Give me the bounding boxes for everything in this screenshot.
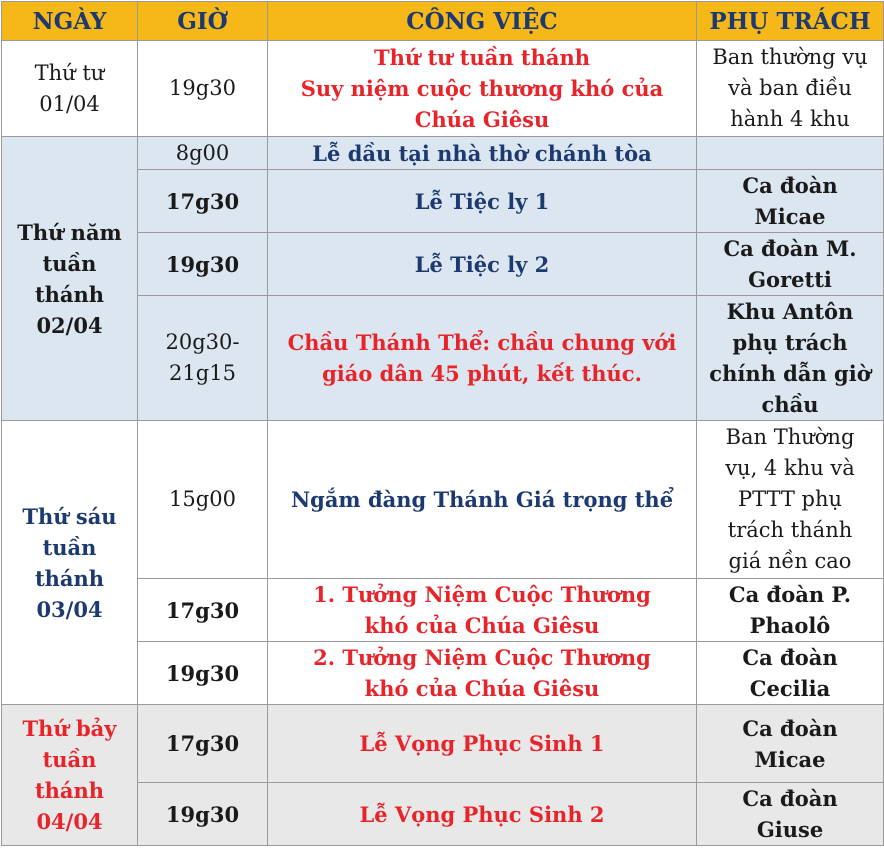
day-label: Thứ năm (17, 219, 122, 245)
time-cell: 17g30 (138, 579, 268, 642)
responsible-cell (697, 579, 884, 642)
day-label: thánh (34, 281, 105, 307)
responsible-cell (697, 296, 884, 421)
day-cell-saturday (2, 705, 138, 846)
work-line: Thứ tư tuần thánh (373, 45, 591, 70)
time-cell: 8g00 (138, 137, 268, 170)
work-line: Lễ Tiệc ly 2 (414, 251, 550, 277)
day-date: 02/04 (36, 312, 103, 338)
resp-line: Giuse (756, 817, 824, 842)
day-cell-friday (2, 421, 138, 705)
responsible-cell (697, 170, 884, 233)
day-label: Thứ bảy (22, 716, 117, 741)
table-row (2, 421, 884, 579)
table-row (2, 137, 884, 170)
resp-line: Ca đoàn (742, 173, 838, 198)
resp-line: Ca đoàn P. (728, 582, 852, 607)
resp-line: Ca đoàn (742, 715, 838, 741)
table-row (2, 41, 884, 137)
header-work: CÔNG VIỆC (268, 2, 697, 41)
resp-line: chầu (761, 392, 819, 417)
day-label: tuần (42, 534, 97, 560)
header-row (2, 2, 884, 41)
day-label: tuần (42, 747, 97, 772)
work-line: Chúa Giêsu (414, 107, 550, 132)
work-line: Ngắm đàng Thánh Giá trọng thể (290, 487, 674, 512)
time-cell: 19g30 (138, 41, 268, 137)
time-line: 21g15 (169, 361, 236, 385)
time-cell: 17g30 (138, 705, 268, 783)
resp-line: và ban điều (728, 76, 852, 100)
resp-line: Cecilia (749, 676, 831, 701)
day-cell-thursday (2, 137, 138, 421)
work-line: Chầu Thánh Thể: chầu chung với (287, 330, 677, 355)
resp-line: Micae (754, 746, 826, 772)
work-cell (268, 41, 697, 137)
day-label: Thứ tư (34, 60, 105, 85)
work-line: 2. Tưởng Niệm Cuộc Thương (313, 645, 651, 670)
responsible-cell (697, 642, 884, 705)
responsible-cell (697, 233, 884, 296)
resp-line: Phaolô (749, 613, 831, 638)
resp-line: PTTT phụ (737, 487, 843, 511)
work-cell (268, 421, 697, 579)
work-line: 1. Tưởng Niệm Cuộc Thương (313, 582, 651, 607)
work-line: Lễ Vọng Phục Sinh 2 (359, 801, 605, 827)
resp-line: Ban thường vụ (712, 45, 868, 69)
time-cell: 19g30 (138, 642, 268, 705)
responsible-cell (697, 137, 884, 170)
day-label: thánh (34, 565, 105, 591)
resp-line: Ca đoàn (742, 786, 838, 811)
day-date: 04/04 (36, 809, 103, 834)
responsible-cell (697, 783, 884, 846)
header-responsible: PHỤ TRÁCH (697, 2, 884, 41)
work-cell (268, 783, 697, 846)
time-cell: 19g30 (138, 783, 268, 846)
work-cell (268, 642, 697, 705)
table-row (2, 705, 884, 783)
header-day: NGÀY (2, 2, 138, 41)
work-cell (268, 233, 697, 296)
resp-line: giá nền cao (728, 549, 852, 573)
resp-line: chính dẫn giờ (709, 361, 871, 386)
work-line: khó của Chúa Giêsu (364, 613, 600, 638)
day-label: tuần (42, 250, 97, 276)
responsible-cell (697, 41, 884, 137)
resp-line: Micae (754, 204, 826, 229)
work-line: Lễ Tiệc ly 1 (414, 188, 550, 214)
time-line: 20g30- (165, 330, 240, 354)
work-line: giáo dân 45 phút, kết thúc. (322, 361, 642, 386)
resp-line: Ca đoàn M. (723, 236, 857, 261)
time-cell: 19g30 (138, 233, 268, 296)
responsible-cell (697, 421, 884, 579)
day-label: Thứ sáu (22, 503, 117, 529)
work-cell (268, 705, 697, 783)
work-cell (268, 296, 697, 421)
time-cell (138, 296, 268, 421)
resp-line: trách thánh (727, 518, 853, 542)
responsible-cell (697, 705, 884, 783)
work-line: Lễ dầu tại nhà thờ chánh tòa (312, 140, 652, 166)
work-line: Suy niệm cuộc thương khó của (300, 76, 664, 101)
work-cell (268, 137, 697, 170)
day-date: 01/04 (39, 91, 100, 116)
resp-line: Khu Antôn (726, 299, 854, 324)
time-cell: 17g30 (138, 170, 268, 233)
work-line: Lễ Vọng Phục Sinh 1 (359, 731, 605, 756)
resp-line: Goretti (748, 267, 832, 292)
resp-line: Ca đoàn (742, 645, 838, 670)
time-cell: 15g00 (138, 421, 268, 579)
day-label: thánh (34, 778, 105, 803)
day-date: 03/04 (36, 596, 103, 622)
day-cell-wednesday (2, 41, 138, 137)
resp-line: Ban Thường (725, 425, 855, 449)
work-cell (268, 170, 697, 233)
work-line: khó của Chúa Giêsu (364, 676, 600, 701)
resp-line: hành 4 khu (730, 107, 850, 131)
resp-line: vụ, 4 khu và (725, 456, 855, 480)
header-time: GIỜ (138, 2, 268, 41)
work-cell (268, 579, 697, 642)
holy-week-schedule-table (1, 1, 884, 846)
resp-line: phụ trách (732, 330, 848, 355)
